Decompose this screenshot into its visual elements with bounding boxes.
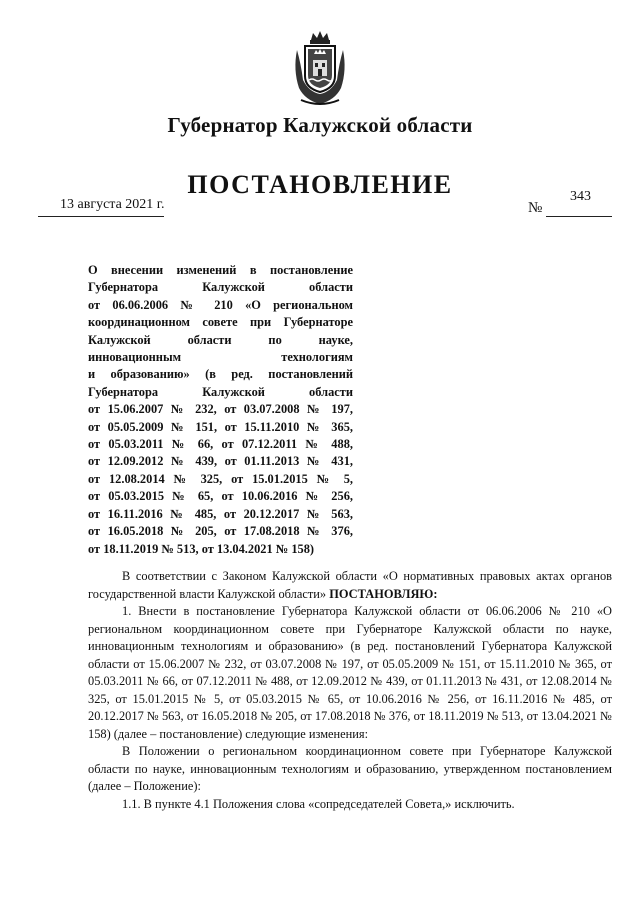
- number-sign: №: [528, 200, 543, 216]
- decree-word: ПОСТАНОВЛЯЮ:: [329, 586, 438, 601]
- preamble-paragraph: [88, 568, 612, 603]
- subject-line: Калужской области по науке,: [88, 332, 353, 347]
- subject-line: инновационным технологиям: [88, 350, 353, 365]
- subject-line: от 16.05.2018 № 205, от 17.08.2018 № 376,: [88, 524, 353, 539]
- subject-line: от 12.09.2012 № 439, от 01.11.2013 № 431,: [88, 454, 353, 469]
- subject-line: от 12.08.2014 № 325, от 15.01.2015 № 5,: [88, 471, 353, 486]
- number-underline: [546, 216, 612, 217]
- item-1-1-paragraph: 1.1. В пункте 4.1 Положения слова «сопредседателей Совета,» исключить.: [122, 796, 515, 811]
- coat-of-arms-icon: [291, 30, 349, 108]
- subject-line: от 18.11.2019 № 513, от 13.04.2021 № 158): [88, 541, 315, 556]
- document-type-title: ПОСТАНОВЛЕНИЕ: [187, 170, 453, 199]
- document-number: 343: [570, 189, 591, 204]
- date-underline: [38, 216, 164, 217]
- subject-line: от 06.06.2006 № 210 «О региональном: [88, 297, 353, 312]
- document-body: [88, 568, 612, 813]
- item-1-paragraph: 1. Внести в постановление Губернатора Калужской области от 06.06.2006 № 210 «О региональном координационном совете при Губернаторе Калужской области по науке, инновационным технологиям и образованию» (в ред. постановлений Губернатора Калужской области от 15.06.2007 № 232, от 03.07.2008 № 197, от 05.05.2009 № 151, от 15.11.2010 № 365, от 05.03.2011 № 66, от 07.12.2011 № 488, от 12.09.2012 № 439, от 01.11.2013 № 431, от 12.08.2014 № 325, от 15.01.2015 № 5, от 05.03.2015 № 65, от 10.06.2016 № 256, от 16.11.2016 № 485, от 20.12.2017 № 563, от 16.05.2018 № 205, от 17.08.2018 № 376, от 18.11.2019 № 513, от 13.04.2021 № 158) (далее – постановление) следующие изменения:: [88, 604, 612, 741]
- preamble-text: В соответствии с Законом Калужской области «О нормативных правовых актах органов государственной власти Калужской области»: [88, 569, 612, 601]
- subject-line: от 05.05.2009 № 151, от 15.11.2010 № 365,: [88, 419, 353, 434]
- subject-line: и образованию» (в ред. постановлений: [88, 367, 353, 382]
- subject-line: Губернатора Калужской области: [88, 384, 353, 399]
- subject-line: Губернатора Калужской области: [88, 280, 353, 295]
- subject-line: от 05.03.2011 № 66, от 07.12.2011 № 488,: [88, 437, 353, 452]
- subject-line: от 16.11.2016 № 485, от 20.12.2017 № 563,: [88, 506, 353, 521]
- document-date: 13 августа 2021 г.: [60, 197, 165, 212]
- document-subject: [88, 262, 353, 558]
- subject-line: от 05.03.2015 № 65, от 10.06.2016 № 256,: [88, 489, 353, 504]
- regulation-paragraph: В Положении о региональном координационном совете при Губернаторе Калужской области по науке, инновационным технологиям и образованию, утвержденном постановлением (далее – Положение):: [88, 744, 612, 793]
- subject-line: О внесении изменений в постановление: [88, 263, 353, 277]
- authority-title: Губернатор Калужской области: [167, 113, 473, 137]
- subject-line: от 15.06.2007 № 232, от 03.07.2008 № 197,: [88, 402, 353, 417]
- subject-line: координационном совете при Губернаторе: [88, 315, 353, 330]
